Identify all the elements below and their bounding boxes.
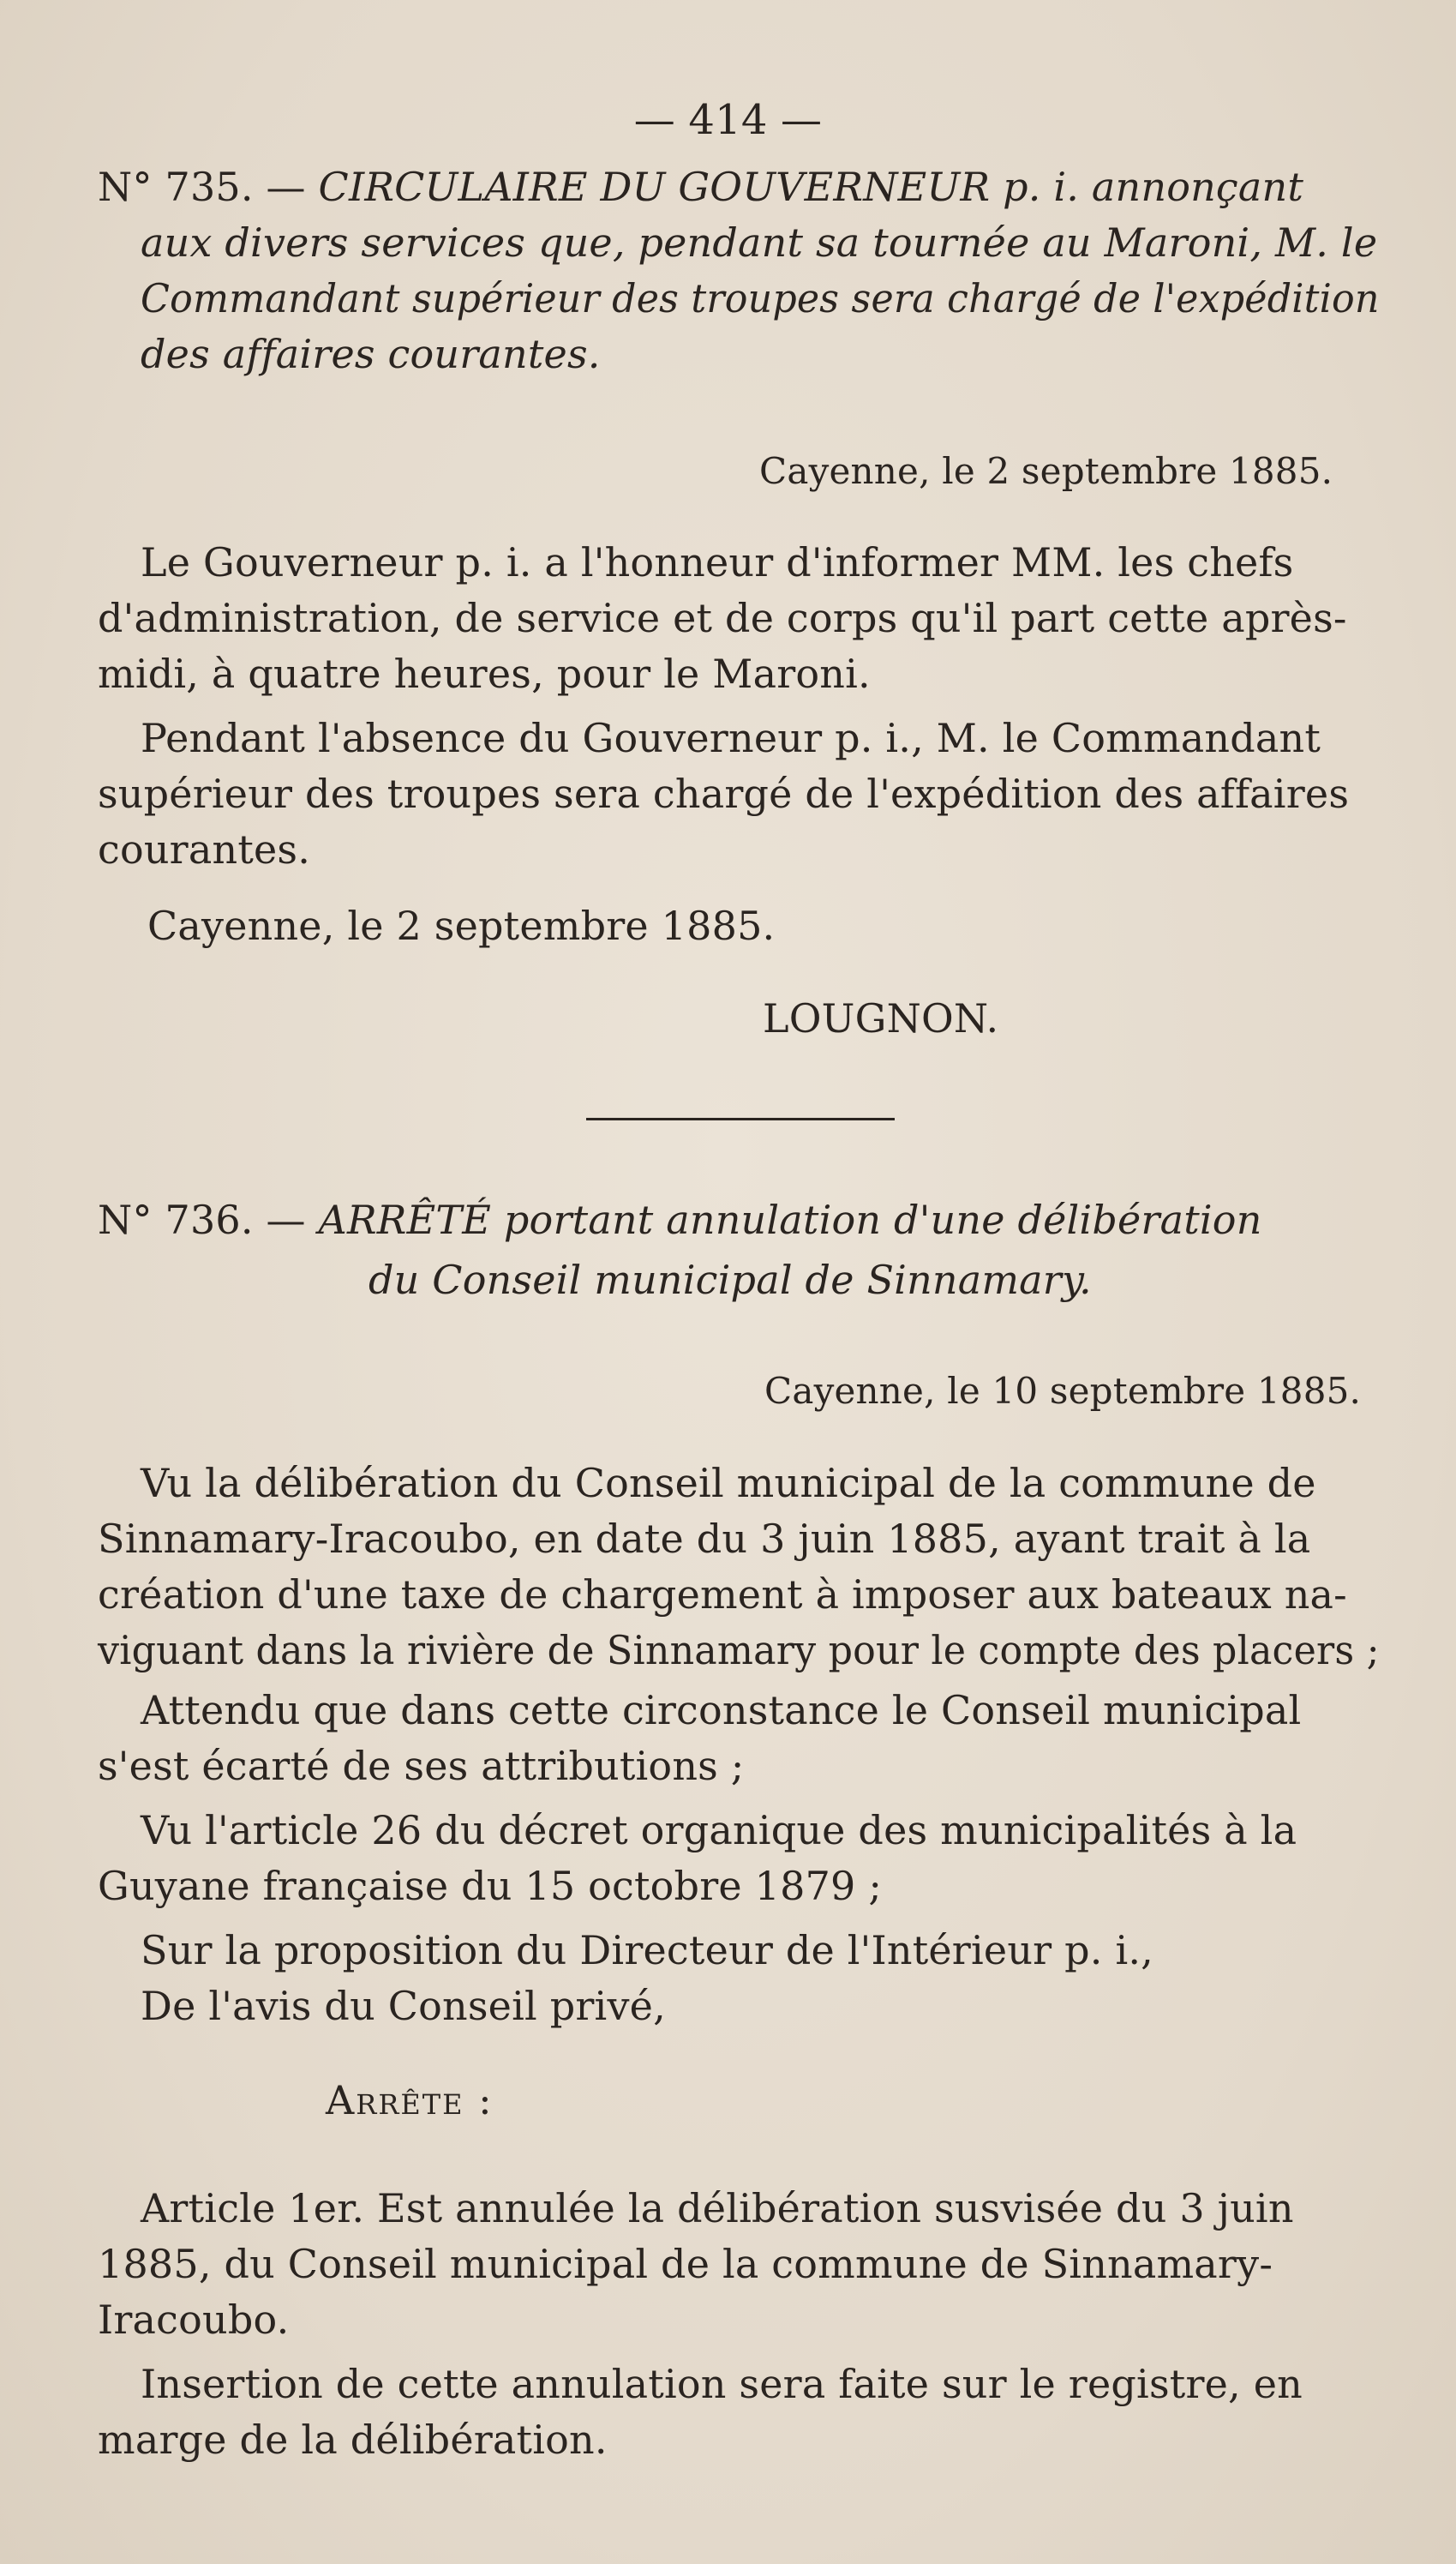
article-1-line: Article 1er. Est annulée la délibération susvisée du 3 juin: [141, 2185, 1294, 2231]
article-1-line: Iracoubo.: [98, 2297, 290, 2343]
insertion-line: Insertion de cette annulation sera faite sur le registre, en: [141, 2361, 1303, 2407]
entry-735-heading-line-2: aux divers services que, pendant sa tournée au Maroni, M. le: [141, 219, 1378, 266]
entry-735-body-line: supérieur des troupes sera chargé de l'expédition des affaires: [98, 771, 1350, 817]
entry-735-body-line: Le Gouverneur p. i. a l'honneur d'informer MM. les chefs: [141, 539, 1294, 585]
entry-735-heading-line-3: Commandant supérieur des troupes sera chargé de l'expédition: [141, 275, 1380, 321]
insertion-line: marge de la délibération.: [98, 2417, 608, 2463]
entry-735-signature: LOUGNON.: [763, 995, 999, 1042]
entry-735-number: N° 735. —: [98, 164, 319, 210]
entry-735-closing-date: Cayenne, le 2 septembre 1885.: [147, 903, 776, 949]
entry-736-heading-line-1: [98, 1196, 1375, 1244]
arrete-label: Arrête :: [326, 2077, 494, 2123]
entry-736-body-line: De l'avis du Conseil privé,: [141, 1983, 666, 2029]
entry-735-body-line: d'administration, de service et de corps qu'il part cette après-: [98, 595, 1347, 641]
section-divider: [586, 1118, 895, 1120]
entry-736-body-line: s'est écarté de ses attributions ;: [98, 1743, 745, 1789]
entry-735-heading-title: CIRCULAIRE DU GOUVERNEUR p. i. annonçant: [318, 164, 1304, 210]
entry-736-heading-line-2: du Conseil municipal de Sinnamary.: [368, 1257, 1092, 1303]
entry-736-body-line: viguant dans la rivière de Sinnamary pour le compte des placers ;: [98, 1627, 1380, 1673]
entry-735-heading-line-1: [98, 163, 1375, 211]
entry-735-body-line: Pendant l'absence du Gouverneur p. i., M. le Commandant: [141, 715, 1321, 761]
entry-735-body-line: midi, à quatre heures, pour le Maroni.: [98, 651, 871, 697]
article-1-line: 1885, du Conseil municipal de la commune de Sinnamary-: [98, 2241, 1273, 2287]
entry-736-body-line: Vu la délibération du Conseil municipal de la commune de: [141, 1460, 1316, 1506]
entry-735-body-line: courantes.: [98, 826, 311, 873]
entry-736-body-line: Sinnamary-Iracoubo, en date du 3 juin 1885, ayant trait à la: [98, 1516, 1311, 1562]
entry-735-date-line: Cayenne, le 2 septembre 1885.: [759, 450, 1333, 492]
entry-736-body-line: Sur la proposition du Directeur de l'Intérieur p. i.,: [141, 1927, 1154, 1973]
entry-736-body-line: Guyane française du 15 octobre 1879 ;: [98, 1863, 883, 1909]
entry-736-body-line: Vu l'article 26 du décret organique des municipalités à la: [141, 1807, 1297, 1853]
page-number: — 414 —: [633, 96, 823, 144]
entry-736-body-line: Attendu que dans cette circonstance le Conseil municipal: [141, 1687, 1302, 1733]
entry-736-number: N° 736. —: [98, 1197, 319, 1243]
entry-736-body-line: création d'une taxe de chargement à imposer aux bateaux na-: [98, 1571, 1347, 1618]
entry-735-heading-line-4: des affaires courantes.: [141, 331, 601, 377]
entry-736-heading-title: ARRÊTÉ portant annulation d'une délibération: [318, 1197, 1262, 1243]
entry-736-date-line: Cayenne, le 10 septembre 1885.: [764, 1370, 1362, 1412]
